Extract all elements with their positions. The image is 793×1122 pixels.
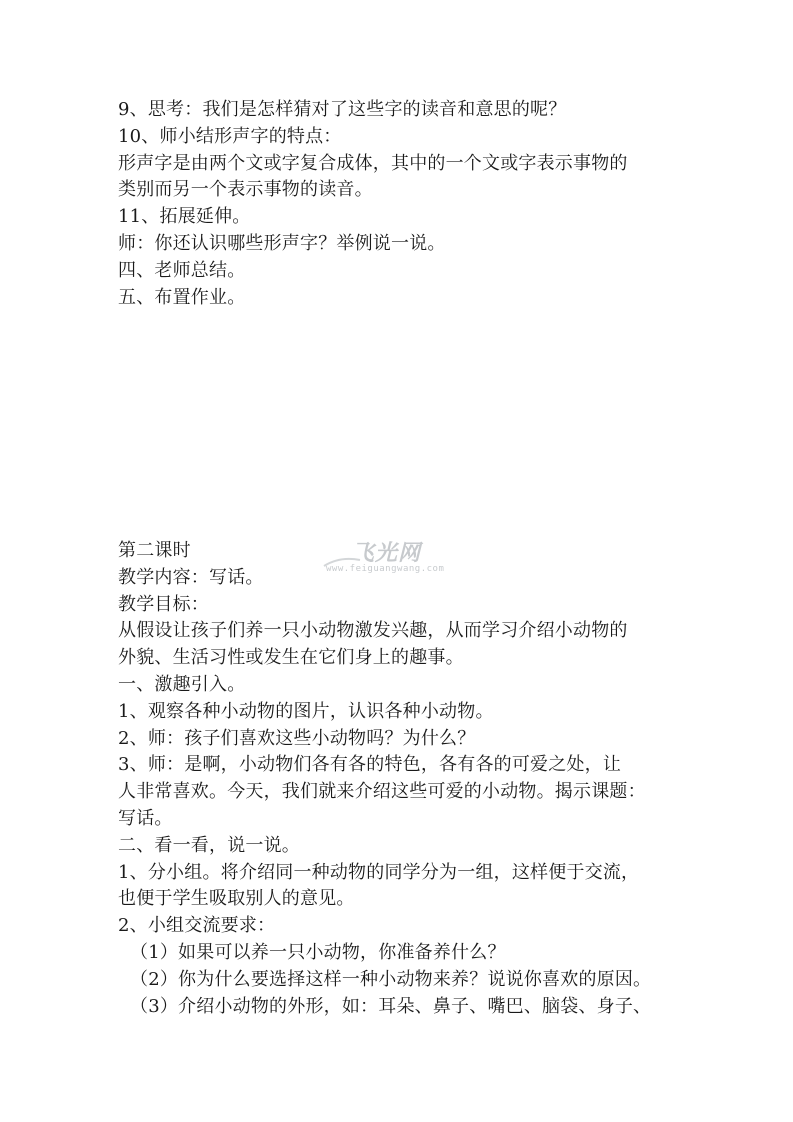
text-line: 也便于学生吸取别人的意见。 <box>118 888 355 910</box>
text-line: 9、思考：我们是怎样猜对了这些字的读音和意思的呢？ <box>118 99 567 120</box>
text-line: 师：你还认识哪些形声字？举例说一说。 <box>118 232 446 254</box>
text-line: 10、师小结形声字的特点： <box>118 125 342 147</box>
text-line: 五、布置作业。 <box>118 286 246 308</box>
text-line: 类别而另一个表示事物的读音。 <box>118 179 373 201</box>
text-line: 二、看一看，说一说。 <box>118 834 300 856</box>
text-line: 1、观察各种小动物的图片，认识各种小动物。 <box>118 700 494 722</box>
text-line: 11、拓展延伸。 <box>118 206 251 228</box>
watermark-url: www.feiguangwang.com <box>326 564 445 574</box>
text-line: 写话。 <box>118 807 173 829</box>
text-line: 一、激趣引入。 <box>118 673 246 695</box>
text-line: 教学目标： <box>118 593 209 615</box>
text-line: 四、老师总结。 <box>118 259 246 281</box>
text-line: 人非常喜欢。今天，我们就来介绍这些可爱的小动物。揭示课题： <box>118 781 646 803</box>
text-section-top <box>118 97 678 311</box>
text-line: （3）介绍小动物的外形，如：耳朵、鼻子、嘴巴、脑袋、身子、 <box>130 995 652 1017</box>
text-line: 外貌、生活习性或发生在它们身上的趣事。 <box>118 647 464 669</box>
text-line: 3、师：是啊，小动物们各有各的特色，各有各的可爱之处，让 <box>118 754 622 776</box>
text-line: 1、分小组。将介绍同一种动物的同学分为一组，这样便于交流， <box>118 861 640 883</box>
text-line: 2、师：孩子们喜欢这些小动物吗？为什么？ <box>118 727 476 749</box>
text-line: 2、小组交流要求： <box>118 915 276 937</box>
text-section-bottom <box>118 538 678 1020</box>
text-line: 教学内容：写话。 <box>118 566 264 588</box>
text-line: 从假设让孩子们养一只小动物激发兴趣，从而学习介绍小动物的 <box>118 620 628 642</box>
section-heading: 第二课时 <box>118 540 191 561</box>
text-line: （1）如果可以养一只小动物，你准备养什么？ <box>130 941 506 963</box>
text-line: （2）你为什么要选择这样一种小动物来养？说说你喜欢的原因。 <box>130 968 652 990</box>
text-line: 形声字是由两个文或字复合成体，其中的一个文或字表示事物的 <box>118 152 628 174</box>
watermark-logo: 飞光网 <box>352 541 422 566</box>
